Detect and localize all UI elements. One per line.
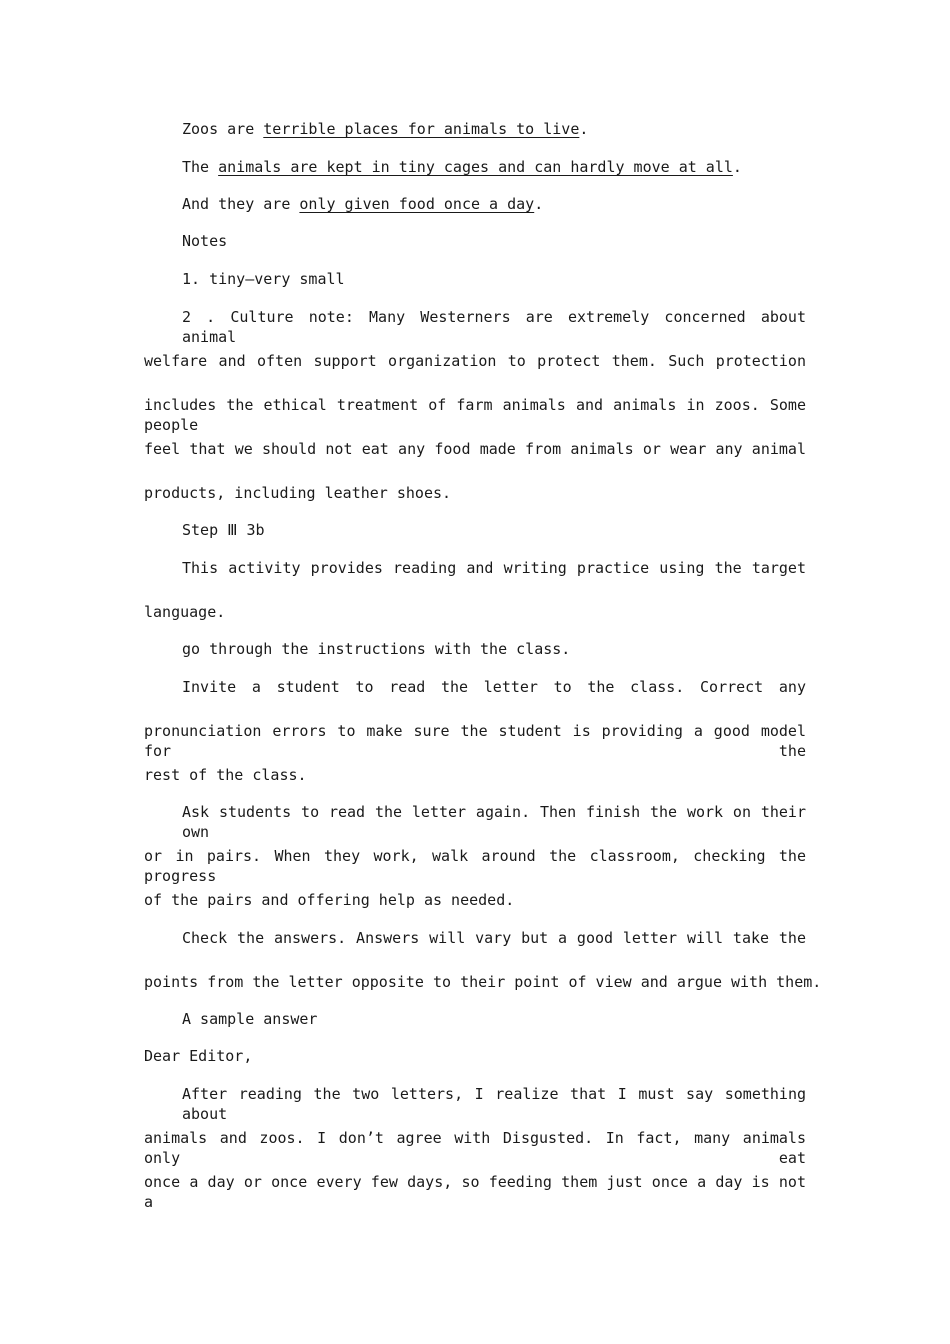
sample-heading: A sample answer xyxy=(182,1010,318,1028)
invite-line: Invite a student to read the letter to the class. Correct any xyxy=(182,678,806,696)
note-item-2-line: feel that we should not eat any food made from animals or wear any animal xyxy=(144,440,806,458)
zoo-sentence-1 xyxy=(182,119,806,139)
check-line: Check the answers. Answers will vary but a good letter will take the xyxy=(182,929,806,947)
note-item-2-line: welfare and often support organization to protect them. Such protection xyxy=(144,352,806,370)
step-heading: Step Ⅲ 3b xyxy=(182,521,265,539)
letter-body-line: once a day or once every few days, so feeding them just once a day is not a xyxy=(144,1173,806,1211)
check-line: points from the letter opposite to their point of view and argue with them. xyxy=(144,973,822,991)
letter-salutation: Dear Editor, xyxy=(144,1047,253,1065)
invite-line: pronunciation errors to make sure the student is providing a good model for the xyxy=(144,722,806,760)
sentence-text: . xyxy=(534,195,544,213)
underlined-phrase: only given food once a day xyxy=(299,195,535,213)
ask-line: of the pairs and offering help as needed. xyxy=(144,891,515,909)
note-item-2-line: 2 . Culture note: Many Westerners are extremely concerned about animal xyxy=(182,308,806,346)
sentence-text: And they are xyxy=(182,195,300,213)
letter-body-line: animals and zoos. I don’t agree with Disgusted. In fact, many animals only eat xyxy=(144,1129,806,1167)
underlined-phrase: terrible places for animals to live xyxy=(263,120,580,138)
letter-body-line: After reading the two letters, I realize that I must say something about xyxy=(182,1085,806,1123)
sentence-text: The xyxy=(182,158,219,176)
notes-heading: Notes xyxy=(182,232,228,250)
step-intro-line: This activity provides reading and writing practice using the target xyxy=(182,559,806,577)
sentence-text: Zoos are xyxy=(182,120,264,138)
note-item-2-line: includes the ethical treatment of farm animals and animals in zoos. Some people xyxy=(144,396,806,434)
sentence-text: . xyxy=(579,120,589,138)
zoo-sentence-3 xyxy=(182,194,806,214)
note-item-2-line: products, including leather shoes. xyxy=(144,484,452,502)
note-item-1: 1. tiny—very small xyxy=(182,270,345,288)
invite-line: rest of the class. xyxy=(144,766,307,784)
ask-line: Ask students to read the letter again. Then finish the work on their own xyxy=(182,803,806,841)
step-intro-line: language. xyxy=(144,603,226,621)
sentence-text: . xyxy=(732,158,742,176)
underlined-phrase: animals are kept in tiny cages and can hardly move at all xyxy=(218,158,733,176)
zoo-sentence-2 xyxy=(182,157,806,177)
ask-line: or in pairs. When they work, walk around the classroom, checking the progress xyxy=(144,847,806,885)
step-instruction: go through the instructions with the class. xyxy=(182,640,571,658)
